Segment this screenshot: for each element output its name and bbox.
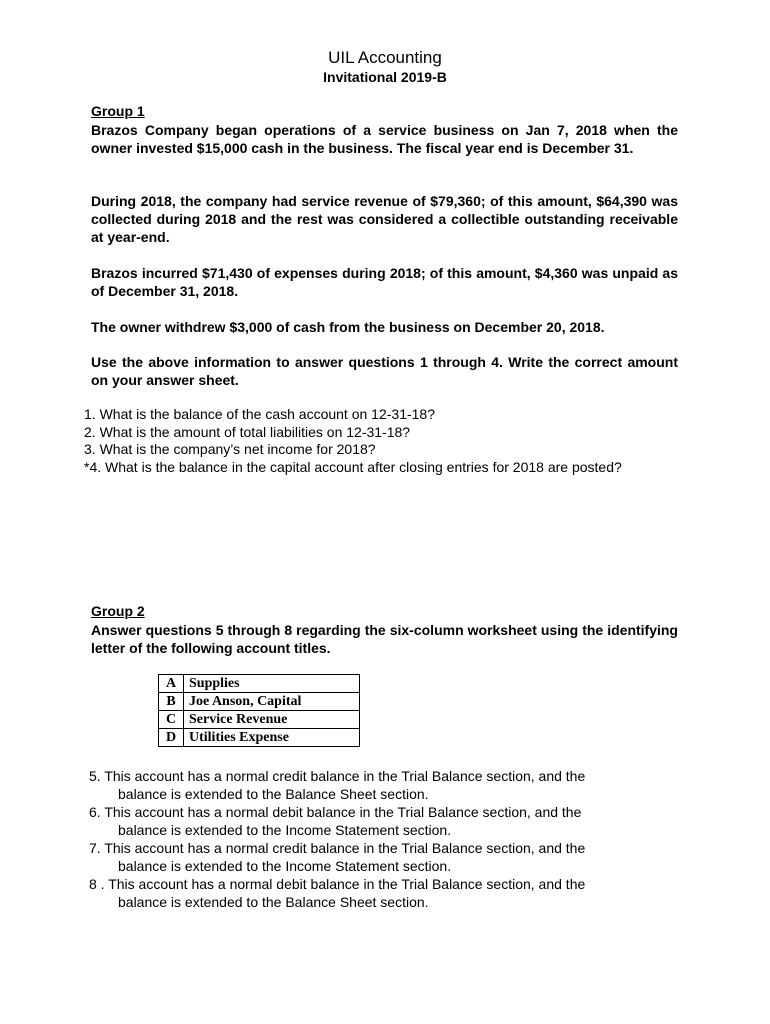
question-4: *4. What is the balance in the capital account after closing entries for 2018 are posted? bbox=[84, 458, 622, 475]
account-name: Joe Anson, Capital bbox=[184, 693, 360, 711]
question-1: 1. What is the balance of the cash account on 12-31-18? bbox=[84, 406, 436, 422]
question-8 bbox=[89, 875, 585, 911]
question-2: 2. What is the amount of total liabilities on 12-31-18? bbox=[84, 423, 411, 440]
group2-question-list bbox=[89, 767, 585, 911]
group1-question-list bbox=[84, 406, 622, 476]
account-letter: D bbox=[159, 729, 184, 747]
question-6-line1: 6. This account has a normal debit balance in the Trial Balance section, and the bbox=[89, 804, 582, 820]
group1-heading: Group 1 bbox=[91, 103, 145, 119]
question-7-line1: 7. This account has a normal credit balance in the Trial Balance section, and the bbox=[89, 840, 586, 856]
question-6-line2: balance is extended to the Income Statement section. bbox=[118, 822, 452, 838]
table-row bbox=[159, 675, 360, 693]
question-3: 3. What is the company’s net income for 2018? bbox=[84, 441, 376, 457]
question-8-line1: 8 . This account has a normal debit balance in the Trial Balance section, and the bbox=[89, 876, 586, 892]
group1-paragraph-1: Brazos Company began operations of a service business on Jan 7, 2018 when the owner invested $15,000 cash in the business. The fiscal year end is December 31. bbox=[91, 122, 678, 156]
account-letter: C bbox=[159, 711, 184, 729]
table-row bbox=[159, 693, 360, 711]
group1-paragraph-3: Brazos incurred $71,430 of expenses during 2018; of this amount, $4,360 was unpaid as of December 31, 2018. bbox=[91, 265, 678, 299]
group2-intro: Answer questions 5 through 8 regarding the six-column worksheet using the identifying letter of the following account titles. bbox=[91, 622, 678, 656]
group1-paragraph-2: During 2018, the company had service revenue of $79,360; of this amount, $64,390 was collected during 2018 and the rest was considered a collectible outstanding receivable at year-end. bbox=[91, 193, 678, 245]
account-titles-table bbox=[158, 674, 360, 747]
account-name: Supplies bbox=[184, 675, 360, 693]
question-5-line1: 5. This account has a normal credit balance in the Trial Balance section, and the bbox=[89, 768, 586, 784]
table-row bbox=[159, 711, 360, 729]
account-name: Utilities Expense bbox=[184, 729, 360, 747]
account-name: Service Revenue bbox=[184, 711, 360, 729]
table-row bbox=[159, 729, 360, 747]
group1-paragraph-4: The owner withdrew $3,000 of cash from the business on December 20, 2018. bbox=[91, 319, 605, 335]
question-7-line2: balance is extended to the Income Statement section. bbox=[118, 858, 452, 874]
account-letter: A bbox=[159, 675, 184, 693]
page-subtitle: Invitational 2019-B bbox=[323, 69, 447, 85]
group2-heading: Group 2 bbox=[91, 603, 145, 619]
group1-paragraph-5: Use the above information to answer questions 1 through 4. Write the correct amount on your answer sheet. bbox=[91, 354, 678, 388]
question-5 bbox=[89, 767, 585, 803]
question-7 bbox=[89, 839, 585, 875]
page-title: UIL Accounting bbox=[328, 48, 442, 67]
question-5-line2: balance is extended to the Balance Sheet section. bbox=[118, 786, 429, 802]
account-letter: B bbox=[159, 693, 184, 711]
question-8-line2: balance is extended to the Balance Sheet section. bbox=[118, 894, 429, 910]
question-6 bbox=[89, 803, 585, 839]
